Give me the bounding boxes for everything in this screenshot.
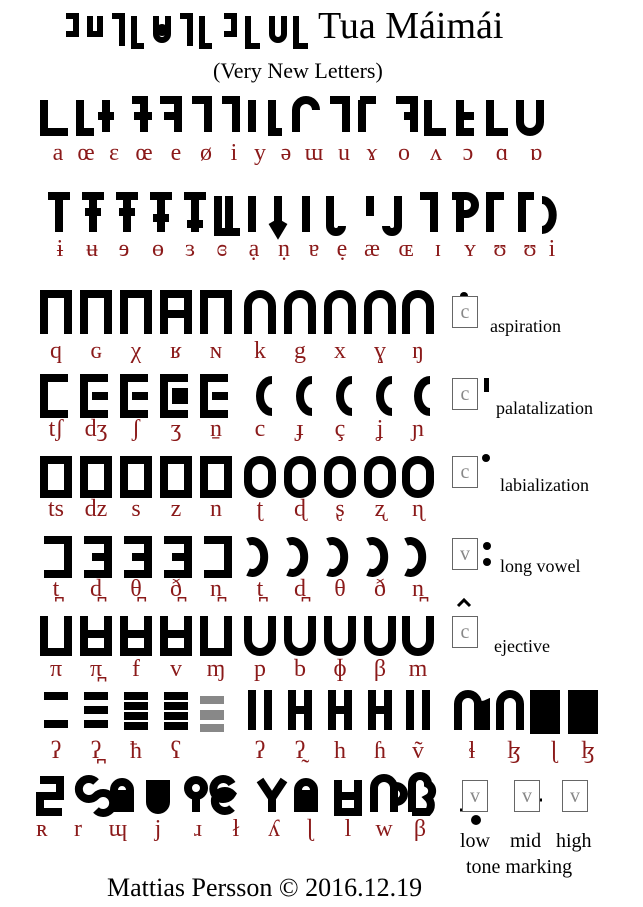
- ipa-label: ɖ: [294, 496, 306, 522]
- ipa-label: s: [131, 496, 141, 522]
- ipa-label: i: [548, 236, 556, 262]
- ipa-label: ʈ: [256, 496, 264, 522]
- ipa-label: ɪ: [434, 236, 442, 262]
- base-letter: v: [570, 785, 580, 807]
- ipa-label: π̪: [89, 656, 103, 682]
- long-vowel-label: long vowel: [500, 556, 581, 576]
- ipa-label: ɒ: [529, 140, 543, 166]
- ipa-label: n̪: [210, 576, 222, 602]
- ipa-label: ɹ: [194, 816, 202, 842]
- ipa-label: m: [408, 656, 428, 682]
- ipa-label: y: [254, 140, 266, 166]
- ipa-label: ɭ: [306, 816, 314, 842]
- ipa-label: d̪: [294, 576, 306, 602]
- ejective-label: ejective: [494, 636, 550, 656]
- ipa-label: ø: [200, 140, 212, 166]
- ipa-label: ʊ: [493, 236, 507, 262]
- ipa-label: ɘ: [118, 236, 130, 262]
- ipa-label: ɭ: [550, 738, 558, 764]
- ipa-label: dʒ: [84, 416, 108, 442]
- ipa-label: ɣ: [374, 338, 386, 364]
- ipa-label: q: [50, 338, 62, 364]
- ipa-label: ç: [334, 416, 346, 442]
- ipa-label: ɞ: [216, 236, 228, 262]
- ipa-label: ð: [374, 576, 386, 602]
- ipa-label: ʊ: [523, 236, 537, 262]
- ipa-label: ɱ: [206, 656, 226, 682]
- ipa-label: ʂ: [335, 496, 345, 522]
- diacritic-example-box: [452, 296, 478, 328]
- labialization-label: labialization: [500, 475, 589, 495]
- tone-low-box: [462, 780, 488, 812]
- base-letter: v: [460, 543, 470, 565]
- ipa-label: ɜ: [184, 236, 196, 262]
- ipa-label: ʔ̪: [90, 738, 102, 764]
- palatalization-label: palatalization: [496, 398, 593, 418]
- ipa-label: ʕ: [170, 738, 182, 764]
- ipa-label: ɵ: [152, 236, 164, 262]
- vowel-glyph-row-2: [48, 196, 553, 232]
- ipa-label: ṽ: [412, 738, 424, 764]
- ipa-label: d̪: [90, 576, 102, 602]
- ipa-label: ɛ: [108, 140, 120, 166]
- ipa-label: ɴ: [210, 338, 222, 364]
- ipa-label: n: [210, 496, 222, 522]
- base-letter: c: [460, 621, 470, 643]
- ipa-label: ɑ: [495, 140, 509, 166]
- ipa-label: n̠: [210, 416, 222, 442]
- ipa-label: ʏ: [464, 236, 476, 262]
- ipa-label: ʔ: [254, 738, 266, 764]
- ipa-label: k: [254, 338, 266, 364]
- ipa-label: ŋ: [412, 338, 424, 364]
- ipa-label: ẹ: [336, 236, 348, 262]
- diacritic-example-box: [452, 538, 478, 570]
- ipa-label: ʁ: [170, 338, 182, 364]
- ipa-label: x: [334, 338, 346, 364]
- consonant-glyphs-palatal: [44, 378, 430, 414]
- subtitle: (Very New Letters): [213, 58, 383, 83]
- ipa-label: ɢ: [90, 338, 102, 364]
- title: Tua Máimái: [318, 5, 504, 47]
- ipa-label: ʔ̰: [294, 738, 306, 764]
- diacritic-example-box: [452, 616, 478, 648]
- ipa-label: t̪: [256, 576, 264, 602]
- ipa-label: ɲ: [412, 416, 424, 442]
- ipa-label: œ: [135, 140, 153, 166]
- consonant-glyphs-alveolar: [44, 460, 430, 494]
- ipa-label: ə: [280, 140, 292, 166]
- ipa-label: ɮ: [581, 738, 595, 764]
- ipa-label: c: [254, 416, 266, 442]
- ipa-label: tʃ: [48, 416, 64, 442]
- ipa-label: a: [52, 140, 64, 166]
- ipa-label: ɤ: [366, 140, 378, 166]
- ipa-label: v: [170, 656, 182, 682]
- diacritic-example-box: [452, 456, 478, 488]
- tone-mid-label: mid: [510, 830, 542, 852]
- ipa-label: ɰ: [108, 816, 128, 842]
- ipa-label: i: [230, 140, 238, 166]
- ipa-label: β: [413, 816, 427, 842]
- ipa-label: z: [170, 496, 182, 522]
- tone-mid-box: [514, 780, 540, 812]
- ipa-label: ʔ: [50, 738, 62, 764]
- ipa-label: ạ: [248, 236, 260, 262]
- base-letter: c: [460, 301, 470, 323]
- ipa-label: ṇ: [278, 236, 290, 262]
- ipa-label: u: [338, 140, 350, 166]
- ipa-label: ʎ: [268, 816, 280, 842]
- consonant-glyphs-glottal: [44, 690, 594, 730]
- ipa-label: θ̪: [130, 576, 142, 602]
- ipa-label: ɟ: [296, 416, 304, 442]
- ipa-label: ʌ: [430, 140, 442, 166]
- ipa-label: ɶ: [398, 236, 414, 262]
- ipa-label: ɳ: [412, 496, 424, 522]
- aspiration-label: aspiration: [490, 316, 561, 336]
- ipa-label: ð̪: [170, 576, 182, 602]
- base-letter: c: [460, 383, 470, 405]
- ipa-label: dz: [84, 496, 108, 522]
- tone-high-label: high: [556, 830, 592, 852]
- consonant-glyphs-labial: [44, 616, 430, 652]
- ipa-label: χ: [130, 338, 142, 364]
- ipa-label: ʃ: [132, 416, 140, 442]
- diacritic-example-box: [452, 378, 478, 410]
- ipa-label: ɮ: [507, 738, 521, 764]
- ipa-label: ɐ: [308, 236, 320, 262]
- ipa-label: g: [294, 338, 306, 364]
- base-letter: v: [470, 785, 480, 807]
- ipa-label: ł: [232, 816, 240, 842]
- base-letter: c: [460, 461, 470, 483]
- ipa-label: h: [334, 738, 346, 764]
- consonant-glyphs-dental: [44, 540, 422, 574]
- tone-marking-label: tone marking: [466, 856, 573, 878]
- ipa-label: ʒ: [170, 416, 182, 442]
- ipa-label: ʉ: [86, 236, 98, 262]
- base-letter: v: [522, 785, 532, 807]
- ipa-label: n̪: [412, 576, 424, 602]
- ipa-label: ts: [47, 496, 64, 522]
- consonant-glyphs-approximant: [40, 776, 432, 813]
- ipa-label: p: [254, 656, 266, 682]
- footer-credit: Mattias Persson © 2016.12.19: [107, 873, 423, 902]
- ipa-label: ɦ: [374, 738, 386, 764]
- ipa-label: l: [344, 816, 352, 842]
- ipa-label: ɔ: [462, 140, 474, 166]
- ipa-label: ɸ: [333, 656, 347, 682]
- ipa-label: w: [375, 816, 393, 842]
- ipa-label: œ: [77, 140, 95, 166]
- tone-low-label: low: [460, 830, 490, 852]
- ipa-label: e: [170, 140, 182, 166]
- ipa-label: ʀ: [36, 816, 48, 842]
- ipa-label: f: [132, 656, 140, 682]
- ipa-label: t̪: [52, 576, 60, 602]
- ipa-label: ʐ: [374, 496, 386, 522]
- ipa-label: ɬ: [468, 738, 476, 764]
- vowel-glyph-row-1: [44, 100, 540, 132]
- ipa-label: ɯ: [304, 140, 324, 166]
- ipa-label: o: [398, 140, 410, 166]
- ipa-label: ʝ: [376, 416, 384, 442]
- ipa-label: θ: [334, 576, 346, 602]
- ipa-label: ɨ: [56, 236, 64, 262]
- ipa-label: r: [74, 816, 82, 842]
- consonant-glyphs-velar: [44, 294, 430, 334]
- ipa-label: β: [373, 656, 387, 682]
- tone-high-box: [562, 780, 588, 812]
- ipa-label: æ: [363, 236, 380, 262]
- ipa-label: j: [154, 816, 162, 842]
- ipa-label: ħ: [130, 738, 142, 764]
- ipa-label: b: [294, 656, 306, 682]
- ipa-label: π: [49, 656, 63, 682]
